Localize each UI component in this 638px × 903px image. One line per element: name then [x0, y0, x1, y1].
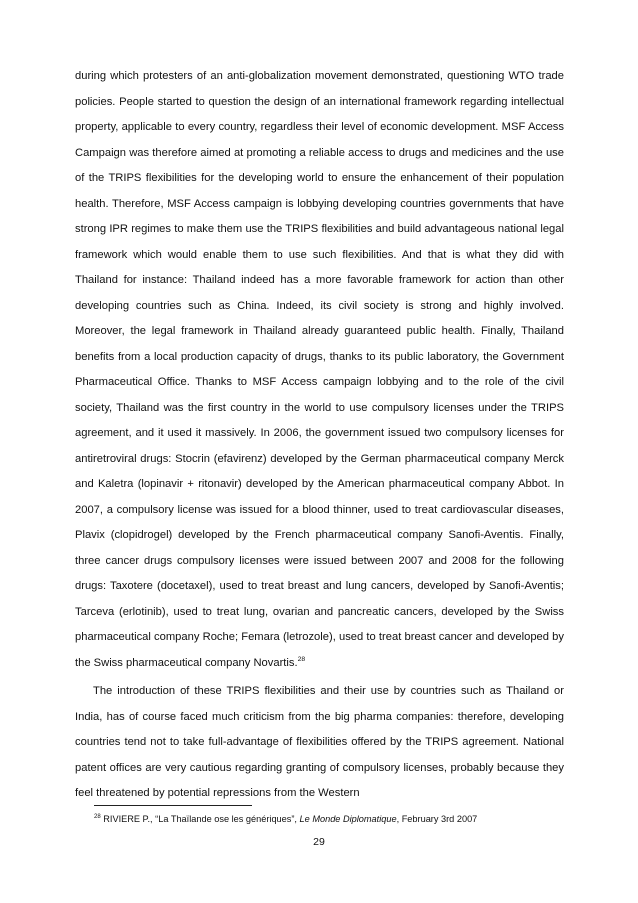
footnote-reference: 28 — [297, 655, 306, 663]
paragraph-1-text: during which protesters of an anti-globalization movement demonstrated, questioning WTO trade policies. People started to question the design of an international framework regarding intellectual property, applicable to every country, regardless their level of economic development. MSF Access Campaign was therefore aimed at promoting a reliable access to drugs and medicines and the use of the TRIPS flexibilities for the developing world to ensure the enhancement of their population health. Therefore, MSF Access campaign is lobbying developing countries governments that have strong IPR regimes to make them use the TRIPS flexibilities and build advantageous national legal framework which would enable them to use such flexibilities. And that is what they did with Thailand for instance: Thailand indeed has a more favorable framework for action than other developing countries such as China. Indeed, its civil society is strong and highly involved. Moreover, the legal framework in Thailand already guaranteed public health. Finally, Thailand benefits from a local production capacity of drugs, thanks to its public laboratory, the Government Pharmaceutical Office. Thanks to MSF Access campaign lobbying and to the role of the civil society, Thailand was the first country in the world to use compulsory licenses under the TRIPS agreement, and it used it massively. In 2006, the government issued two compulsory licenses for antiretroviral drugs: Stocrin (efavirenz) developed by the German pharmaceutical company Merck and Kaletra (lopinavir + ritonavir) developed by the American pharmaceutical company Abbot. In 2007, a compulsory license was issued for a blood thinner, used to treat cardiovascular diseases, Plavix (clopidrogel) developed by the French pharmaceutical company Sanofi-Aventis. Finally, three cancer drugs compulsory licenses were issued between 2007 and 2008 for the following drugs: Taxotere (docetaxel), used to treat breast and lung cancers, developed by Sanofi-Aventis; Tarceva (erlotinib), used to treat lung, ovarian and pancreatic cancers, developed by the Swiss pharmaceutical company Roche; Femara (letrozole), used to treat breast cancer and developed by the Swiss pharmaceutical company Novartis. — [75, 70, 564, 669]
body-text — [75, 64, 564, 807]
page-number: 29 — [313, 836, 325, 848]
footnote-publication: Le Monde Diplomatique — [299, 814, 397, 824]
paragraph-1 — [75, 64, 564, 676]
footnote-text-before: RIVIERE P., “La Thaïlande ose les génériques”, — [103, 814, 300, 824]
footnote-separator — [94, 805, 252, 806]
paragraph-2: The introduction of these TRIPS flexibilities and their use by countries such as Thailand or India, has of course faced much criticism from the big pharma companies: therefore, developing countries tend not to take full-advantage of flexibilities offered by the TRIPS agreement. National patent offices are very cautious regarding granting of compulsory licenses, probably because they feel threatened by potential repressions from the Western — [75, 685, 564, 799]
footnote-text-after: , February 3rd 2007 — [396, 814, 478, 824]
footnote — [94, 813, 574, 825]
footnote-number: 28 — [94, 814, 101, 820]
